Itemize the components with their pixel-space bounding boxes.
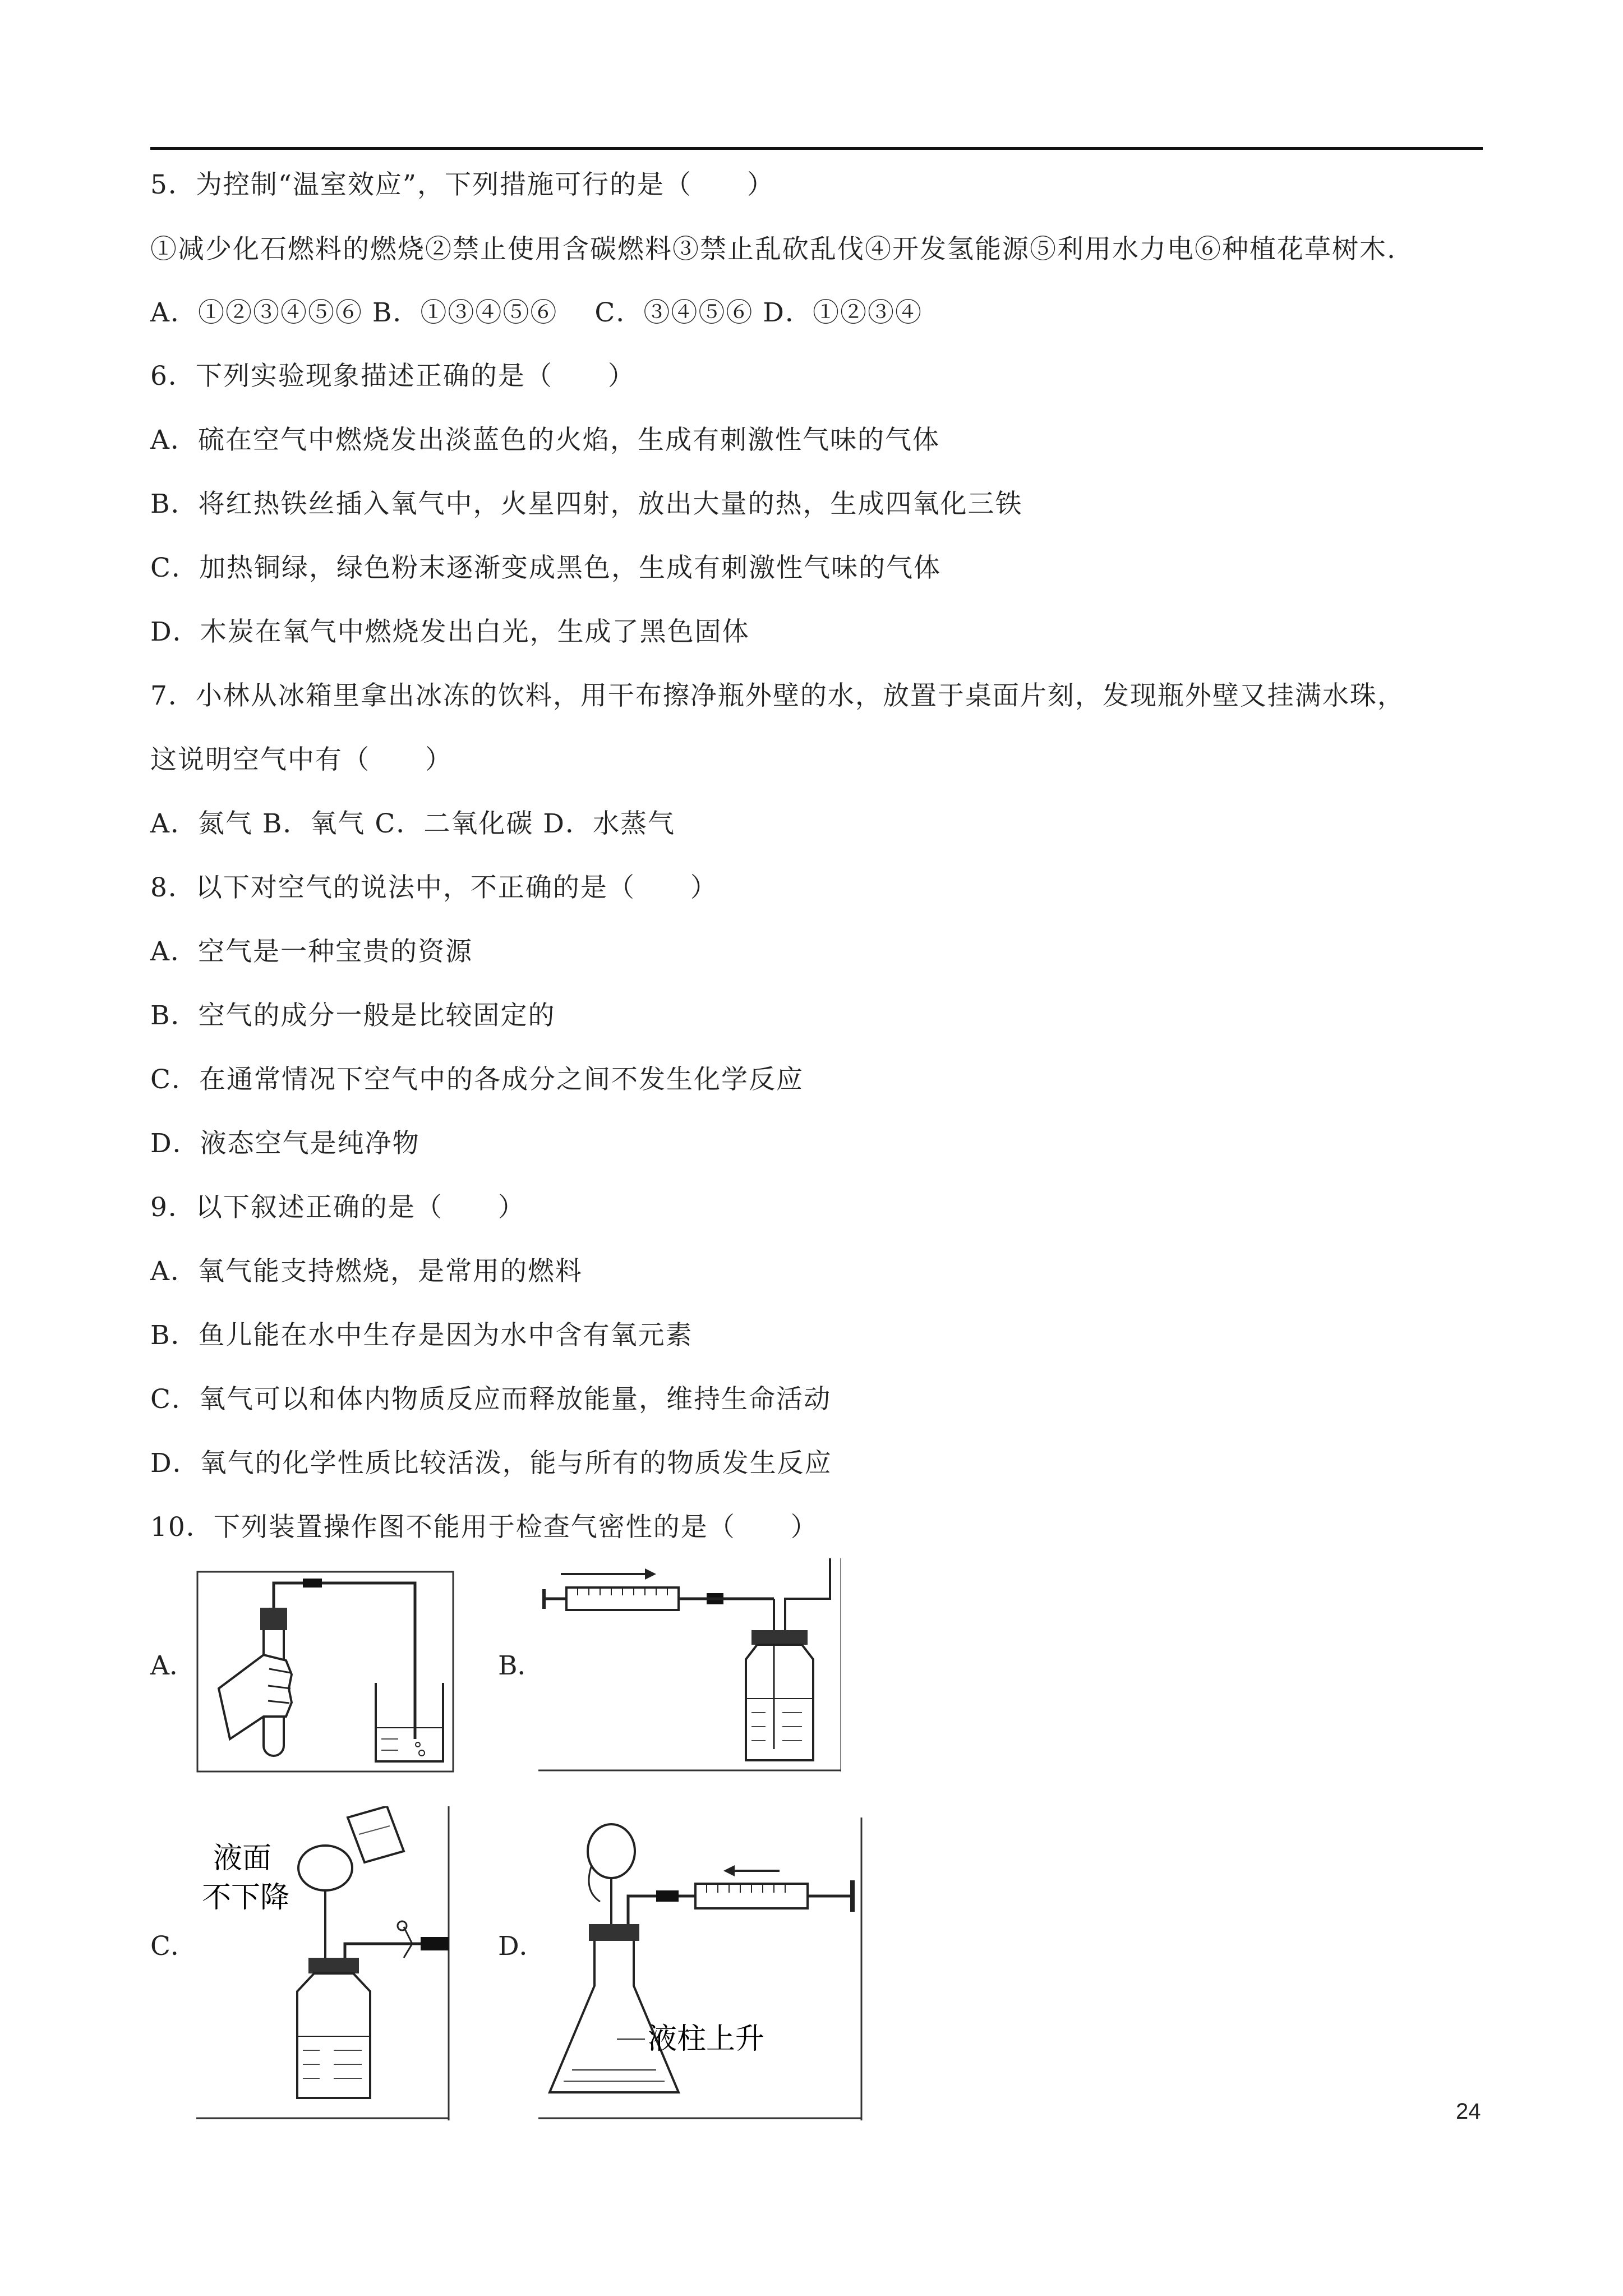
question-6-option-d: D．木炭在氧气中燃烧发出白光，生成了黑色固体 — [150, 616, 750, 647]
figure-option-d-label: D． — [498, 1931, 546, 1962]
question-6-option-b: B．将红热铁丝插入氧气中，火星四射，放出大量的热，生成四氧化三铁 — [150, 489, 1023, 519]
question-9-option-a: A．氧气能支持燃烧，是常用的燃料 — [150, 1256, 583, 1287]
figure-c-label-line2: 不下降 — [202, 1881, 290, 1915]
figure-b-syringe-bottle — [538, 1558, 841, 1772]
figure-c-label-line1: 液面 — [213, 1842, 272, 1875]
question-5-title: 5．为控制“温室效应”，下列措施可行的是（ ） — [150, 169, 774, 200]
question-8-option-d: D．液态空气是纯净物 — [150, 1128, 420, 1159]
question-9-option-c: C．氧气可以和体内物质反应而释放能量，维持生命活动 — [150, 1384, 831, 1415]
question-8-title: 8．以下对空气的说法中，不正确的是（ ） — [150, 872, 718, 903]
figure-d-flask-syringe — [538, 1818, 864, 2120]
question-10-title: 10．下列装置操作图不能用于检查气密性的是（ ） — [150, 1512, 818, 1543]
question-8-option-c: C．在通常情况下空气中的各成分之间不发生化学反应 — [150, 1064, 804, 1095]
figure-option-a-label: A． — [150, 1650, 196, 1681]
header-rule — [150, 147, 1483, 150]
question-9-option-d: D．氧气的化学性质比较活泼，能与所有的物质发生反应 — [150, 1448, 832, 1479]
figure-option-c-label: C． — [150, 1931, 197, 1962]
question-6-title: 6．下列实验现象描述正确的是（ ） — [150, 361, 635, 392]
question-5-options: A．①②③④⑤⑥ B．①③④⑤⑥ C．③④⑤⑥ D．①②③④ — [150, 297, 923, 328]
figure-c-funnel-bottle — [196, 1806, 454, 2120]
figure-option-b-label: B． — [498, 1650, 544, 1681]
question-9-option-b: B．鱼儿能在水中生存是因为水中含有氧元素 — [150, 1320, 693, 1351]
figure-d-label: 液柱上升 — [648, 2022, 765, 2056]
question-5-stem: ①减少化石燃料的燃烧②禁止使用含碳燃料③禁止乱砍乱伐④开发氢能源⑤利用水力电⑥种植花草树木. — [150, 234, 1396, 265]
question-9-title: 9．以下叙述正确的是（ ） — [150, 1192, 525, 1223]
page-number: 24 — [1456, 2099, 1481, 2124]
question-8-option-a: A．空气是一种宝贵的资源 — [150, 936, 473, 967]
figure-a-hand-warming — [196, 1571, 454, 1773]
question-7-continuation: 这说明空气中有（ ） — [150, 744, 453, 775]
question-7-options: A．氮气 B．氧气 C．二氧化碳 D．水蒸气 — [150, 808, 675, 839]
question-6-option-c: C．加热铜绿，绿色粉末逐渐变成黑色，生成有刺激性气味的气体 — [150, 553, 941, 583]
question-6-option-a: A．硫在空气中燃烧发出淡蓝色的火焰，生成有刺激性气味的气体 — [150, 425, 940, 455]
question-8-option-b: B．空气的成分一般是比较固定的 — [150, 1000, 556, 1031]
question-7-title: 7．小林从冰箱里拿出冰冻的饮料，用干布擦净瓶外壁的水，放置于桌面片刻，发现瓶外壁又挂满水珠， — [150, 680, 1405, 711]
